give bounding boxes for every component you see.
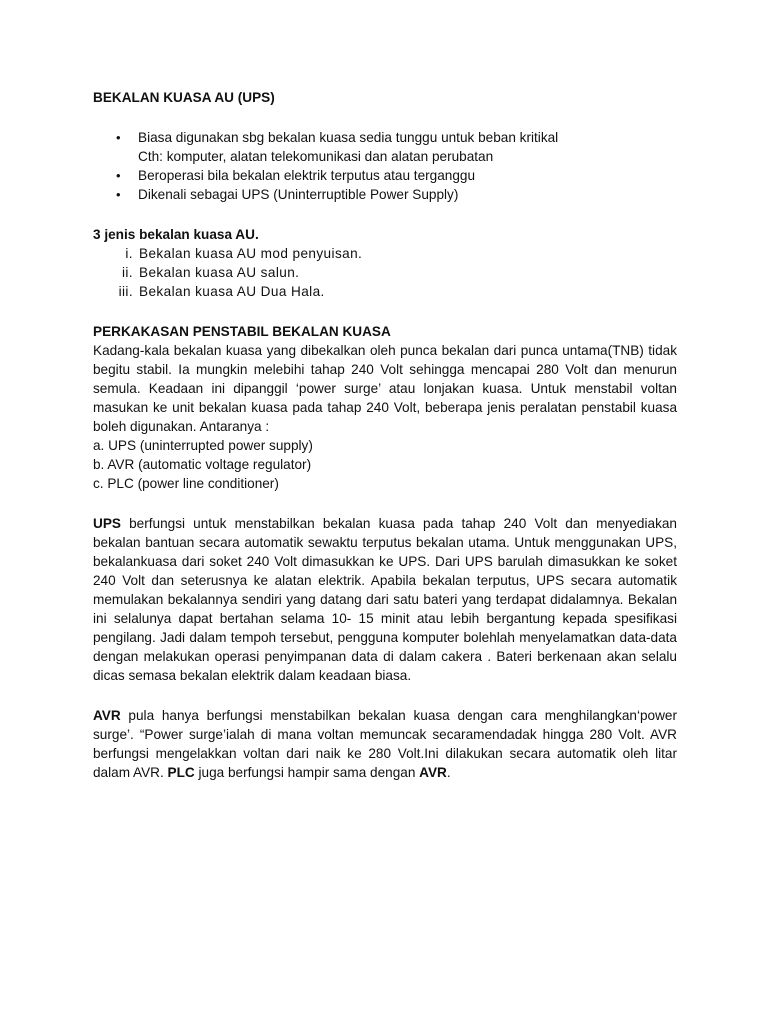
- avr-lead: AVR: [93, 708, 121, 723]
- bullet-text: Biasa digunakan sbg bekalan kuasa sedia tunggu untuk beban kritikal: [138, 130, 559, 145]
- avr-text-continued: juga berfungsi hampir sama dengan: [194, 765, 420, 780]
- avr-end: .: [446, 765, 451, 780]
- types-item-text: Bekalan kuasa AU mod penyuisan.: [139, 246, 363, 261]
- types-item-text: Bekalan kuasa AU Dua Hala.: [139, 284, 325, 299]
- types-heading: 3 jenis bekalan kuasa AU.: [93, 227, 259, 242]
- ups-paragraph: [93, 514, 677, 685]
- types-item-number: iii.: [118, 284, 133, 299]
- bullet-icon: •: [116, 168, 121, 183]
- stabilizer-list: [93, 436, 677, 493]
- stabilizer-paragraph: Kadang-kala bekalan kuasa yang dibekalkan oleh punca bekalan dari punca untama(TNB) tidak begitu stabil. Ia mungkin melebihi tahap 240 Volt sehingga mencapai 280 Volt dan menurun semula. Keadaan ini dipanggil ‘power surge’ atau lonjakan kuasa. Untuk menstabil voltan masukan ke unit bekalan kuasa pada tahap 240 Volt, beberapa jenis peralatan penstabil kuasa boleh digunakan. Antaranya :: [93, 343, 677, 434]
- types-item: [93, 263, 677, 282]
- document-page: [93, 88, 677, 796]
- avr-paragraph: [93, 706, 677, 782]
- bullet-list: [93, 128, 677, 204]
- bullet-item: [93, 128, 677, 166]
- stabilizer-list-item: c. PLC (power line conditioner): [93, 476, 279, 491]
- page-title: BEKALAN KUASA AU (UPS): [93, 90, 275, 105]
- stabilizer-list-item: a. UPS (uninterrupted power supply): [93, 438, 313, 453]
- bullet-text: Dikenali sebagai UPS (Uninterruptible Power Supply): [138, 187, 459, 202]
- avr-text: pula hanya berfungsi menstabilkan bekalan kuasa dengan cara menghilangkan‘power surge’. “Power surge’ialah di mana voltan memuncak secaramendadak hingga 280 Volt. AVR berfungsi mengelakkan voltan dari naik ke 280 Volt.Ini dilakukan secara automatik oleh litar dalam AVR.: [93, 708, 677, 780]
- types-item-number: ii.: [121, 265, 133, 280]
- types-list: [93, 244, 677, 301]
- bullet-item: [93, 185, 677, 204]
- avr-term: AVR: [419, 765, 447, 780]
- bullet-subtext: Cth: komputer, alatan telekomunikasi dan alatan perubatan: [138, 149, 494, 164]
- ups-text: berfungsi untuk menstabilkan bekalan kuasa pada tahap 240 Volt dan menyediakan bekalan bantuan secara automatik sewaktu terputus bekalan utama. Untuk menggunakan UPS, bekalankuasa dari soket 240 Volt dimasukkan ke UPS. Dari UPS barulah dimasukkan ke soket 240 Volt dan seterusnya ke alatan elektrik. Apabila bekalan terputus, UPS secara automatik memulakan bekalannya sendiri yang datang dari satu bateri yang terdapat didalamnya. Bekalan ini selalunya dapat bertahan selama 10- 15 minit atau lebih bergantung kepada spesifikasi pengilang. Jadi dalam tempoh tersebut, pengguna komputer bolehlah menyelamatkan data-data dengan melakukan operasi penyimpanan data di dalam cakera . Bateri berkenaan akan selalu dicas semasa bekalan elektrik dalam keadaan biasa.: [93, 516, 677, 683]
- bullet-text: Beroperasi bila bekalan elektrik terputus atau terganggu: [138, 168, 476, 183]
- types-item-number: i.: [125, 246, 133, 261]
- bullet-icon: •: [116, 187, 121, 202]
- types-item: [93, 244, 677, 263]
- stabilizer-list-item: b. AVR (automatic voltage regulator): [93, 457, 312, 472]
- bullet-icon: •: [116, 130, 121, 145]
- plc-term: PLC: [167, 765, 195, 780]
- ups-lead: UPS: [93, 516, 121, 531]
- stabilizer-heading: PERKAKASAN PENSTABIL BEKALAN KUASA: [93, 324, 391, 339]
- bullet-item: [93, 166, 677, 185]
- types-item-text: Bekalan kuasa AU salun.: [139, 265, 300, 280]
- types-item: [93, 282, 677, 301]
